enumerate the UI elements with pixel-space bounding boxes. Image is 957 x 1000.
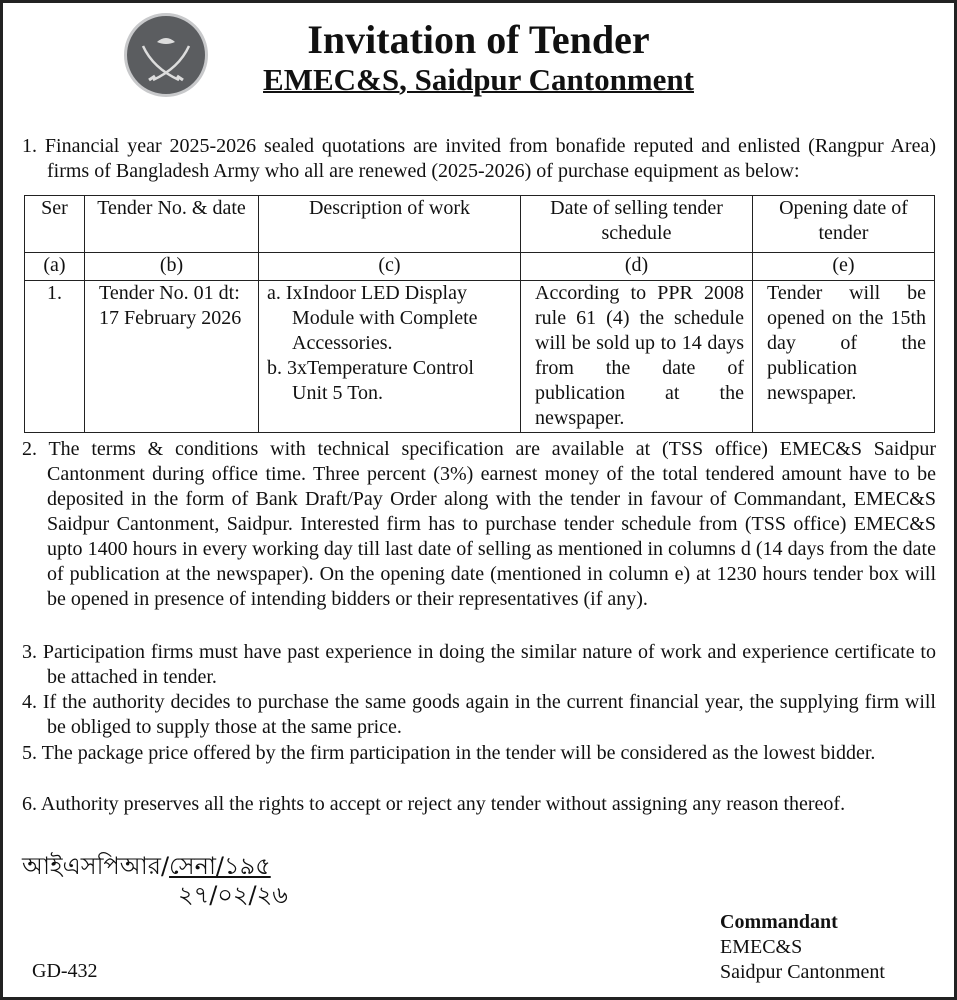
clause-6: 6. Authority preserves all the rights to accept or reject any tender without assigning any reason thereof.: [22, 793, 846, 815]
letter-a: (a): [25, 253, 85, 281]
gd-code: GD-432: [32, 960, 98, 982]
row-ser: 1.: [25, 281, 85, 433]
letter-e: (e): [753, 253, 935, 281]
tender-table: [24, 195, 935, 433]
row-selling: According to PPR 2008 rule 61 (4) the schedule will be sold up to 14 days from the date of publication at the newspaper.: [521, 281, 753, 433]
signatory-unit: EMEC&S: [720, 936, 803, 958]
row-description: [259, 281, 521, 433]
letter-d: (d): [521, 253, 753, 281]
header-opening: Opening date of tender: [753, 196, 935, 253]
desc-item-b: b. 3xTemperature Control Unit 5 Ton.: [267, 357, 474, 404]
header-selling: Date of selling tender schedule: [521, 196, 753, 253]
header-ser: Ser: [25, 196, 85, 253]
clause-5: 5. The package price offered by the firm participation in the tender will be considered as the lowest bidder.: [22, 742, 876, 764]
clause-1: 1. Financial year 2025-2026 sealed quotations are invited from bonafide reputed and enlisted (Rangpur Area) firms of Bangladesh Army who all are renewed (2025-2026) of purchase equipment as below:: [22, 135, 936, 182]
ref-prefix: আইএসপিআর/: [22, 852, 170, 880]
desc-item-a: a. IxIndoor LED Display Module with Complete Accessories.: [267, 282, 478, 354]
page-title: Invitation of Tender: [307, 17, 650, 62]
row-opening: Tender will be opened on the 15th day of the publication newspaper.: [753, 281, 935, 433]
letter-c: (c): [259, 253, 521, 281]
ref-underlined: সেনা/১৯৫: [169, 852, 271, 880]
header-tender: Tender No. & date: [85, 196, 259, 253]
clause-4: 4. If the authority decides to purchase the same goods again in the current financial year, the supplying firm will be obliged to supply those at the same price.: [22, 691, 936, 738]
clause-2: 2. The terms & conditions with technical specification are available at (TSS office) EMEC&S Saidpur Cantonment during office time. Three percent (3%) earnest money of the total tendered amount have to be deposited in the form of Bank Draft/Pay Order along with the tender in favour of Commandant, EMEC&S Saidpur Cantonment, Saidpur. Interested firm has to purchase tender schedule from (TSS office) EMEC&S upto 1400 hours in every working day till last date of selling as mentioned in columns d (14 days from the date of publication at the newspaper). On the opening date (mentioned in column e) at 1230 hours tender box will be opened in presence of intending bidders or their representatives (if any).: [22, 438, 936, 610]
signatory-place: Saidpur Cantonment: [720, 961, 885, 983]
clause-3: 3. Participation firms must have past experience in doing the similar nature of work and experience certificate to be attached in tender.: [22, 641, 936, 688]
letter-b: (b): [85, 253, 259, 281]
signatory-title: Commandant: [720, 911, 838, 933]
bengali-date: ২৭/০২/২৬: [178, 881, 288, 909]
row-tender: Tender No. 01 dt: 17 February 2026: [85, 281, 259, 433]
header-description: Description of work: [259, 196, 521, 253]
page-subtitle: EMEC&S, Saidpur Cantonment: [263, 62, 694, 97]
